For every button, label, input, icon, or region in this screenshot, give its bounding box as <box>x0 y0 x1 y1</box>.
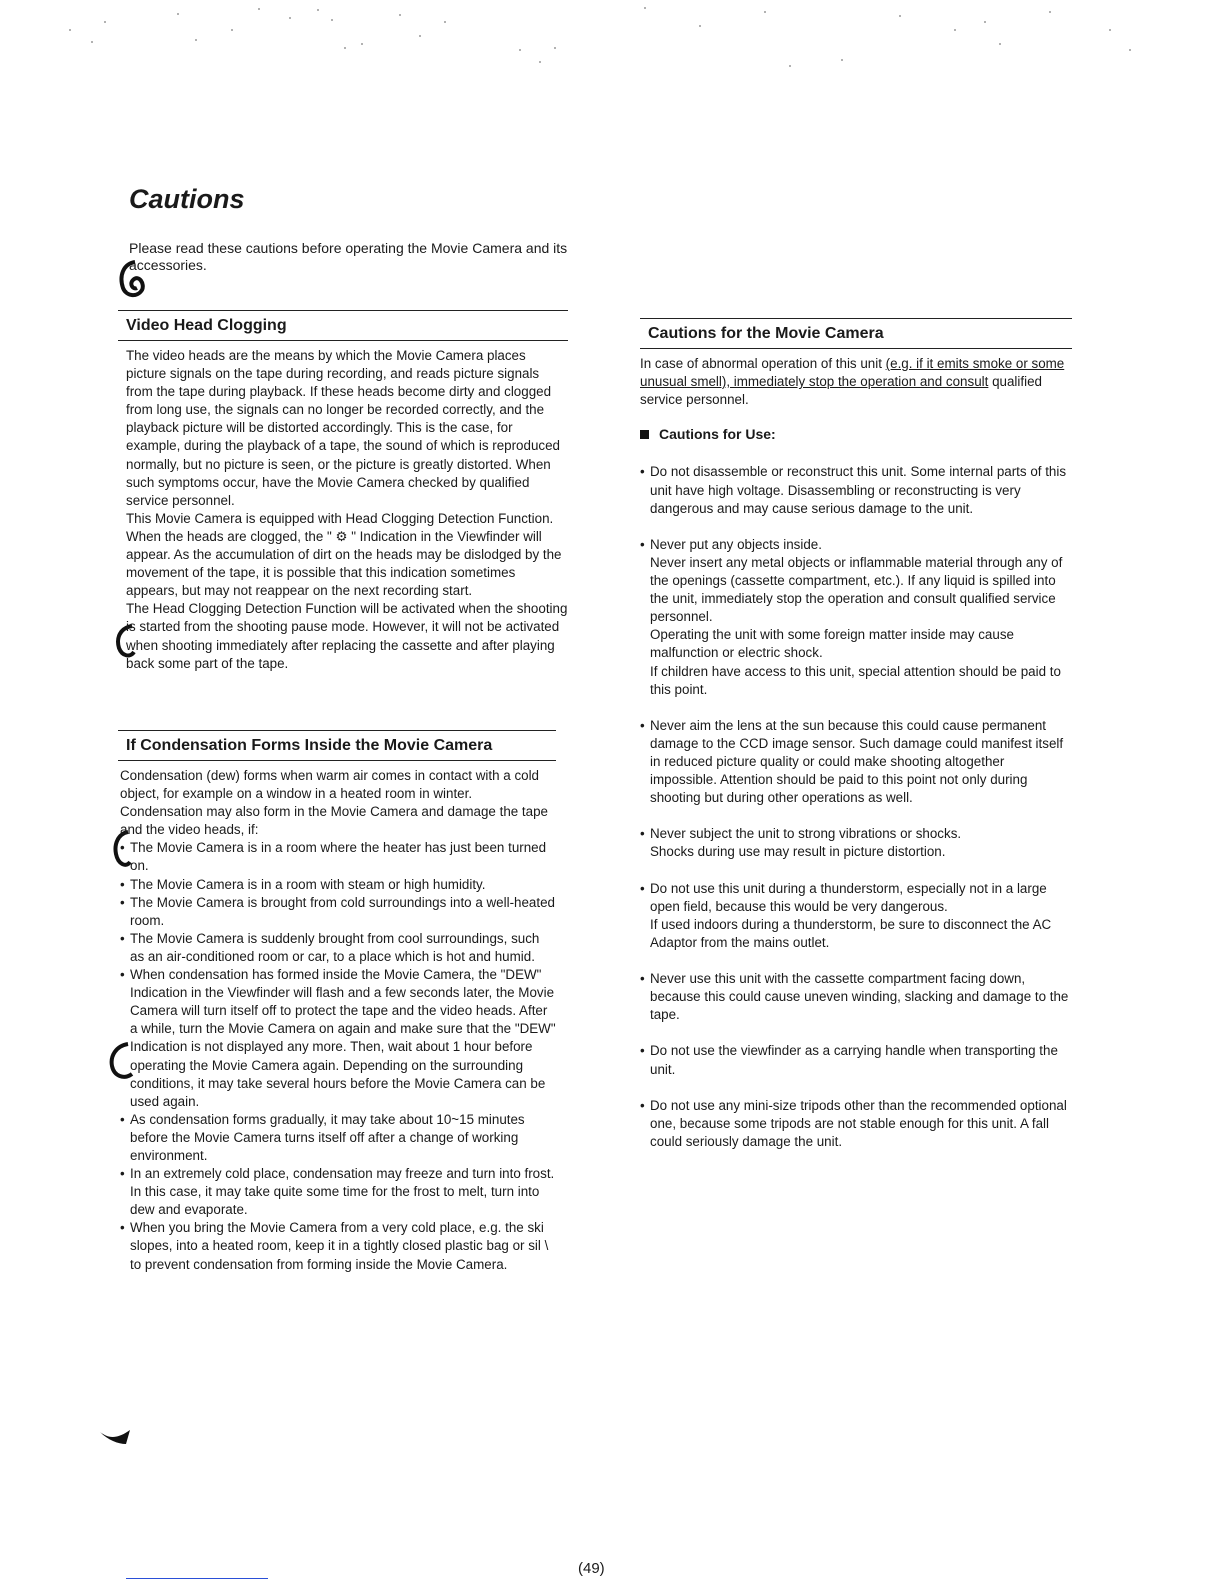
cautions-for-use-heading <box>640 425 1072 443</box>
list-item: • Do not disassemble or reconstruct this unit. Some internal parts of this unit have high voltage. Disassembling or reconstructing is very dangerous and may cause serious damage to the unit. <box>640 463 1072 517</box>
condensation-conditions-list <box>120 839 556 966</box>
binder-hole-mark <box>98 1426 134 1448</box>
condensation-heading: If Condensation Forms Inside the Movie Camera <box>118 730 556 761</box>
cautions-for-use-list <box>640 445 1072 1169</box>
movie-camera-intro <box>640 355 1072 409</box>
intro-underlined-text: (e.g. if it emits smoke or some unusual smell), immediately stop the operation and consult <box>640 356 1065 390</box>
condensation-intro: Condensation (dew) forms when warm air comes in contact with a cold object, for example on a window in a heated room in winter. Condensation may also form in the Movie Camera and damage the tape and the video heads, if: <box>120 768 548 838</box>
footer-rule <box>126 1578 268 1579</box>
list-item: • Do not use any mini-size tripods other than the recommended optional one, because some tripods are not stable enough for this unit. A fall could seriously damage the unit. <box>640 1097 1072 1151</box>
list-item: • Never aim the lens at the sun because this could cause permanent damage to the CCD image sensor. Such damage could manifest itself in reduced picture quality or could make shooting altogether impossible. Attention should be paid to this point not only during shooting but during other operations as well. <box>640 717 1072 807</box>
intro-plain-text: In case of abnormal operation of this unit <box>640 356 886 371</box>
movie-camera-cautions-heading: Cautions for the Movie Camera <box>640 318 1072 349</box>
video-head-clogging-section <box>118 310 568 673</box>
list-item: • Never subject the unit to strong vibrations or shocks. Shocks during use may result in picture distortion. <box>640 825 1072 861</box>
list-item: • Never use this unit with the cassette compartment facing down, because this could cause uneven winding, slacking and damage to the tape. <box>640 970 1072 1024</box>
video-head-paragraph: This Movie Camera is equipped with Head Clogging Detection Function. When the heads are clogged, the " ⚙ " Indication in the Viewfinder will appear. As the accumulation of dirt on the heads may be dislodged by the movement of the tape, it is possible that this indication sometimes appears, but may not reappear on the next recording start. <box>126 510 562 599</box>
list-item: • As condensation forms gradually, it may take about 10~15 minutes before the Movie Camera turns itself off after a change of working environment. <box>120 1111 556 1165</box>
list-item: • When you bring the Movie Camera from a very cold place, e.g. the ski slopes, into a heated room, keep it in a tightly closed plastic bag or sil \ to prevent condensation from forming inside the Movie Camera. <box>120 1219 556 1273</box>
square-bullet-icon <box>640 430 649 439</box>
list-item: • The Movie Camera is suddenly brought from cool surroundings, such as an air-conditioned room or car, to a place which is hot and humid. <box>120 930 556 966</box>
intro-end-text: qualified service personnel. <box>640 374 1042 408</box>
video-head-paragraph: The Head Clogging Detection Function will be activated when the shooting is started from the shooting pause mode. However, it will not be activated when shooting immediately after replacing the cassette and after playing back some part of the tape. <box>126 601 568 671</box>
list-item: • The Movie Camera is brought from cold surroundings into a well-heated room. <box>120 894 556 930</box>
video-head-paragraph: The video heads are the means by which the Movie Camera places picture signals on the tape during recording, and reads picture signals from the tape during playback. If these heads become dirty and clogged from long use, the signals can no longer be recorded correctly, and the playback picture will be distorted accordingly. This is the case, for example, during the playback of a tape, the sound of which is reproduced normally, but no picture is seen, or the picture is greatly distorted. When such symptoms occur, have the Movie Camera checked by qualified service personnel. <box>126 348 560 508</box>
list-item: • When condensation has formed inside the Movie Camera, the "DEW" Indication in the Viewfinder will flash and a few seconds later, the Movie Camera will turn itself off to protect the tape and the video heads. After a while, turn the Movie Camera on again and make sure that the "DEW" Indication is not displayed any more. Then, wait about 1 hour before operating the Movie Camera again. Depending on the surrounding conditions, it may take several hours before the Movie Camera can be used again. <box>120 966 556 1111</box>
page-number: (49) <box>578 1560 605 1577</box>
video-head-clogging-heading: Video Head Clogging <box>118 310 568 341</box>
list-item: • Do not use the viewfinder as a carrying handle when transporting the unit. <box>640 1042 1072 1078</box>
page-title: Cautions <box>129 184 245 214</box>
intro-text: Please read these cautions before operating the Movie Camera and its accessories. <box>129 240 568 273</box>
list-item: • The Movie Camera is in a room with steam or high humidity. <box>120 876 556 894</box>
condensation-section <box>118 730 556 1274</box>
binder-hole-mark <box>117 258 151 300</box>
condensation-notes-list <box>120 966 556 1274</box>
cautions-for-use-label: Cautions for Use: <box>659 426 776 443</box>
list-item: • Never put any objects inside. Never insert any metal objects or inflammable material through any of the openings (cassette compartment, etc.). If any liquid is spilled into the unit, immediately stop the operation and consult qualified service personnel. Operating the unit with some foreign matter inside may cause malfunction or electric shock. If children have access to this unit, special attention should be paid to this point. <box>640 536 1072 699</box>
scan-noise <box>0 0 1224 90</box>
list-item: • In an extremely cold place, condensation may freeze and turn into frost. In this case, it may take quite some time for the frost to melt, turn into dew and evaporate. <box>120 1165 556 1219</box>
list-item: • Do not use this unit during a thunderstorm, especially not in a large open field, because this would be very dangerous. If used indoors during a thunderstorm, be sure to disconnect the AC Adaptor from the mains outlet. <box>640 880 1072 952</box>
movie-camera-cautions-section <box>640 318 1072 1169</box>
list-item: • The Movie Camera is in a room where the heater has just been turned on. <box>120 839 556 875</box>
